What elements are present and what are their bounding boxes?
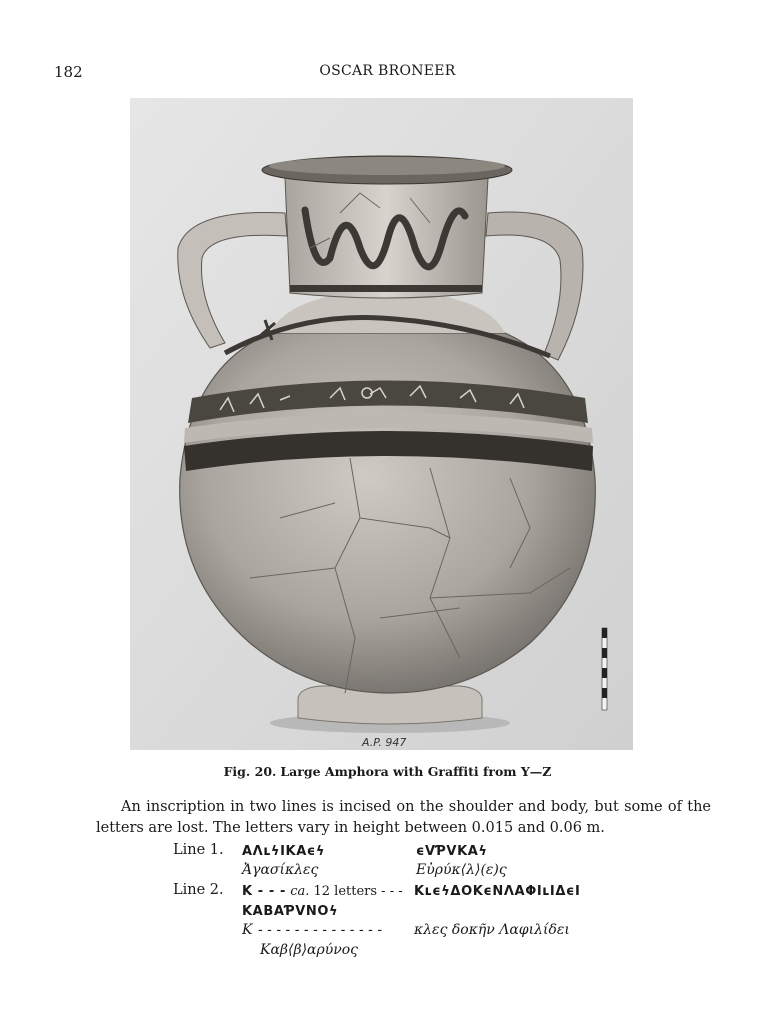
figure-caption-text: Large Amphora with Graffiti from Y—Z bbox=[280, 764, 552, 779]
line2-epigraphic-cont: ΚΑΒΑƤVΝΟϟ bbox=[242, 904, 339, 919]
line2-letter-count: 12 letters - - - bbox=[313, 884, 403, 899]
page-number: 182 bbox=[54, 63, 83, 81]
line1-epigraphic-b: ϵVƤVΚΑϟ bbox=[416, 844, 488, 859]
line2-ca: ca. bbox=[290, 884, 310, 899]
line2-label: Line 2. bbox=[173, 882, 224, 898]
line2-epigraphic-lead: K - - - bbox=[242, 884, 287, 899]
figure-caption bbox=[0, 764, 775, 779]
line1-label: Line 1. bbox=[173, 842, 224, 858]
line2-transcription-dashes: - - - - - - - - - - - - - - bbox=[258, 922, 383, 938]
body-paragraph: An inscription in two lines is incised on the shoulder and body, but some of the letters are lost. The letters vary in height between 0.015 and 0.06 m. bbox=[96, 799, 711, 836]
line1-transcription-a: Ἀγασίκλες bbox=[242, 862, 319, 878]
photo-label: A.P. 947 bbox=[362, 736, 407, 749]
line2-transcription-cont: Καβ⟨β⟩αρύνος bbox=[260, 942, 358, 958]
line2-transcription-lead: K bbox=[242, 922, 253, 938]
line1-epigraphic-a: ΑΛʟϟΙΚΑϵϟ bbox=[242, 844, 326, 859]
line2-transcription-rest: κλες δοκῆν Λαφιλίδει bbox=[414, 922, 570, 938]
line2-epigraphic-prefix bbox=[242, 884, 403, 899]
figure-number: Fig. 20. bbox=[223, 764, 277, 779]
amphora-photograph bbox=[130, 98, 633, 750]
running-head: OSCAR BRONEER bbox=[319, 63, 456, 79]
line1-transcription-b: Εὐρύκ⟨λ⟩(ε)ς bbox=[416, 862, 507, 878]
line2-epigraphic-rest: ΚʟϵϟΔΟΚϵΝΛΑΦΙʟΙΔϵΙ bbox=[414, 884, 581, 899]
